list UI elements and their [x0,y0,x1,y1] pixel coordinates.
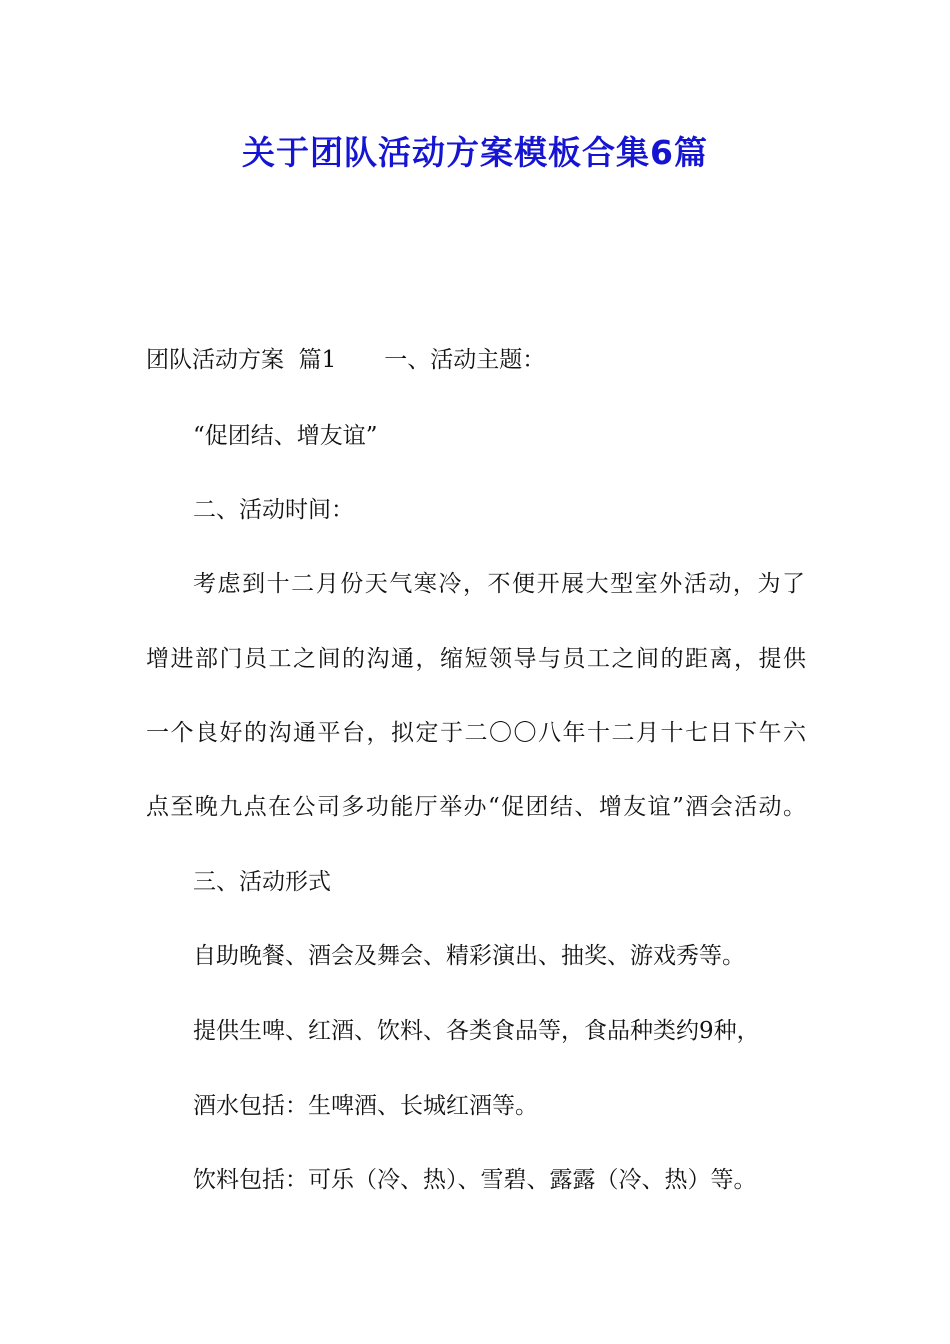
subsection-heading-format: 三、活动形式 [193,869,331,895]
body-paragraph-line: 考虑到十二月份天气寒冷，不便开展大型室外活动，为了 [193,571,805,597]
body-paragraph-line: 酒水包括：生啤酒、长城红酒等。 [193,1093,538,1119]
section-heading-line [146,342,545,378]
body-paragraph-line: 增进部门员工之间的沟通，缩短领导与员工之间的距离，提供 [146,646,806,672]
body-paragraph-line: 点至晚九点在公司多功能厅举办“促团结、增友谊”酒会活动。 [146,794,806,820]
subsection-heading-theme: 一、活动主题： [384,347,546,373]
document-title: 关于团队活动方案模板合集6篇 [242,133,708,172]
subsection-heading-time: 二、活动时间： [193,497,354,523]
body-paragraph-line: 一个良好的沟通平台，拟定于二〇〇八年十二月十七日下午六 [146,720,806,746]
body-paragraph-line: 自助晚餐、酒会及舞会、精彩演出、抽奖、游戏秀等。 [193,943,745,969]
section-heading: 团队活动方案 篇1 [146,347,337,373]
body-paragraph-line: 饮料包括：可乐（冷、热）、雪碧、露露（冷、热）等。 [193,1167,757,1193]
theme-text: “促团结、增友谊” [193,423,378,449]
body-paragraph-line: 提供生啤、红酒、饮料、各类食品等，食品种类约9种， [193,1018,760,1044]
